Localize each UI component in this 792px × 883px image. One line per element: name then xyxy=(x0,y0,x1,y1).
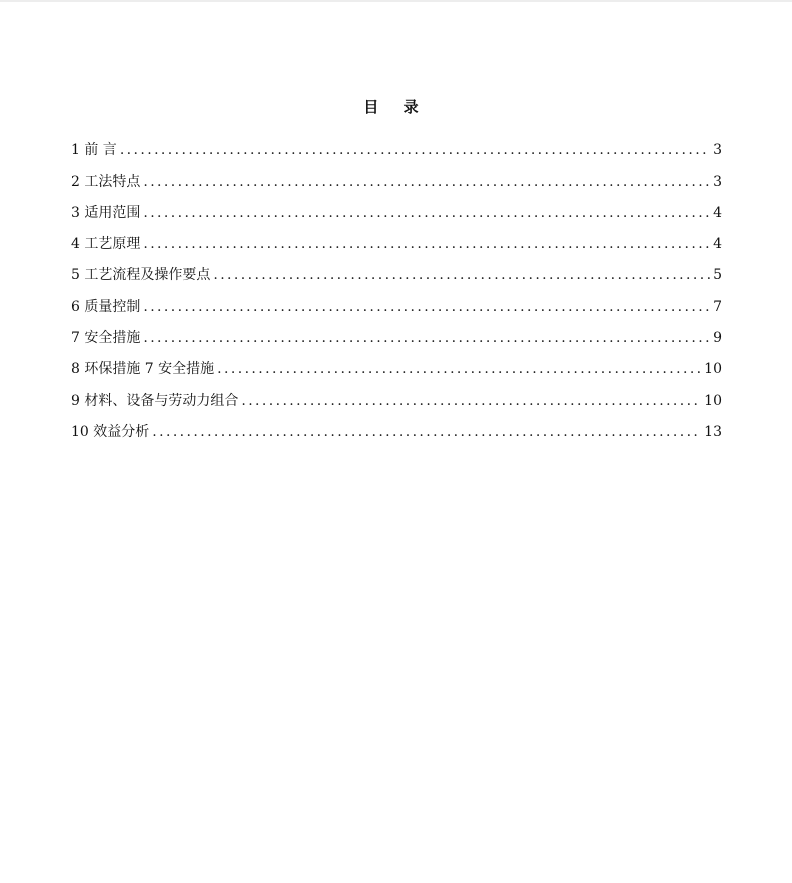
toc-entry-label: 4 工艺原理 xyxy=(71,236,141,253)
toc-entry[interactable] xyxy=(71,223,722,254)
toc-entry-label: 9 材料、设备与劳动力组合 xyxy=(71,392,239,409)
toc-page-number: 3 xyxy=(713,173,722,190)
toc-list xyxy=(71,129,722,442)
toc-entry-label: 6 质量控制 xyxy=(71,298,141,315)
toc-entry[interactable] xyxy=(71,254,722,285)
toc-entry[interactable] xyxy=(71,317,722,348)
toc-page-number: 7 xyxy=(713,298,722,315)
toc-title: 目 录 xyxy=(363,98,429,116)
toc-entry-label: 3 适用范围 xyxy=(71,204,141,221)
toc-page-number: 3 xyxy=(713,142,722,159)
toc-leader-dots xyxy=(217,359,701,379)
toc-page-number: 13 xyxy=(704,423,722,440)
toc-page-number: 4 xyxy=(713,236,722,253)
toc-page-number: 5 xyxy=(713,267,722,284)
toc-entry[interactable] xyxy=(71,379,722,410)
toc-entry[interactable] xyxy=(71,348,722,379)
toc-leader-dots xyxy=(143,297,710,317)
toc-page-number: 10 xyxy=(704,361,722,378)
toc-entry[interactable] xyxy=(71,129,722,160)
toc-leader-dots xyxy=(120,140,710,160)
toc-entry-label: 10 效益分析 xyxy=(71,423,150,440)
toc-entry-label: 2 工法特点 xyxy=(71,173,141,190)
toc-entry[interactable] xyxy=(71,160,722,191)
toc-entry[interactable] xyxy=(71,411,722,442)
toc-leader-dots xyxy=(143,328,710,348)
toc-entry-label: 8 环保措施 7 安全措施 xyxy=(71,361,215,378)
toc-leader-dots xyxy=(143,234,710,254)
toc-page-number: 9 xyxy=(713,330,722,347)
toc-entry[interactable] xyxy=(71,192,722,223)
toc-entry-label: 5 工艺流程及操作要点 xyxy=(71,267,211,284)
toc-page-number: 10 xyxy=(704,392,722,409)
toc-leader-dots xyxy=(213,265,710,285)
toc-page-number: 4 xyxy=(713,204,722,221)
toc-entry[interactable] xyxy=(71,285,722,316)
toc-leader-dots xyxy=(241,391,701,411)
toc-entry-label: 7 安全措施 xyxy=(71,330,141,347)
toc-leader-dots xyxy=(152,422,701,442)
toc-leader-dots xyxy=(143,172,710,192)
toc-leader-dots xyxy=(143,203,710,223)
toc-entry-label: 1 前 言 xyxy=(71,142,117,159)
